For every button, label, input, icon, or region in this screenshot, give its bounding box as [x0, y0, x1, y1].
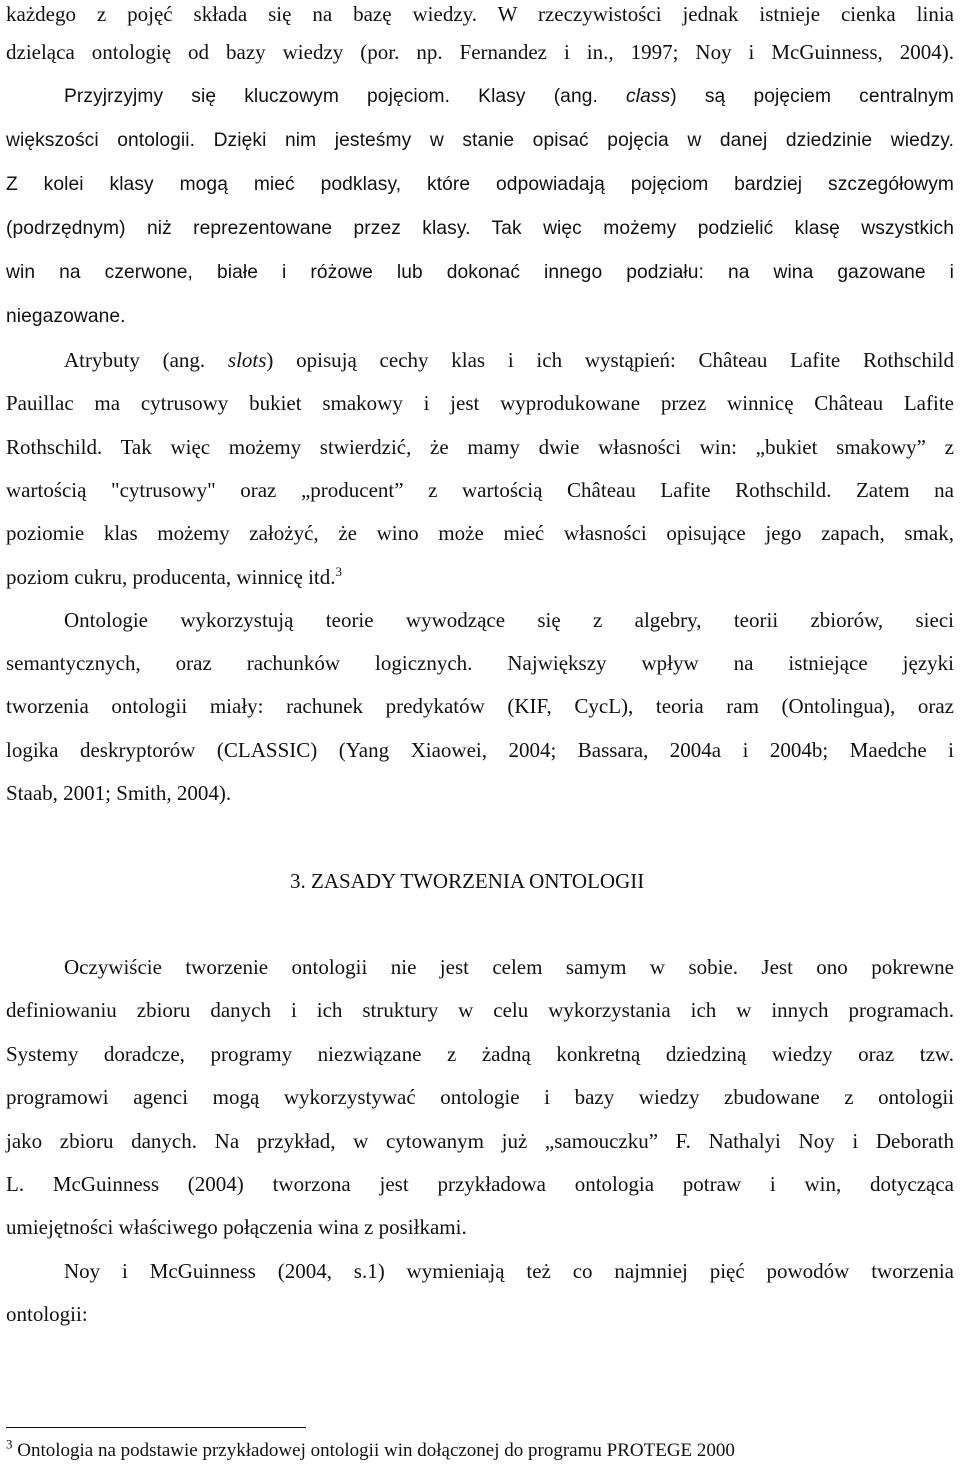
paragraph-2-line-1 [6, 83, 954, 111]
paragraph-2-line-5: win na czerwone, białe i różowe lub dokonać innego podziału: na wina gazowane i [6, 262, 954, 283]
paragraph-2-text: Przyjrzyjmy się kluczowym pojęciom. Klasy (ang. [64, 86, 627, 107]
paragraph-2-line-6: niegazowane. [6, 306, 126, 327]
paragraph-3-line-1 [6, 346, 954, 374]
paragraph-2-text: ) są pojęciem centralnym [670, 86, 954, 107]
paragraph-5-line-4: programowi agenci mogą wykorzystywać ontologie i bazy wiedzy zbudowane z ontologii [6, 1085, 954, 1109]
paragraph-5-line-2: definiowaniu zbioru danych i ich struktury w celu wykorzystania ich w innych programach. [6, 998, 954, 1022]
paragraph-2-line-4 [6, 215, 954, 243]
class-term: class [626, 86, 671, 107]
paragraph-2-line-2: większości ontologii. Dzięki nim jesteśmy w stanie opisać pojęcia w danej dziedzinie wiedzy. [6, 130, 954, 151]
paragraph-3-line-5: poziomie klas możemy założyć, że wino może mieć własności opisujące jego zapach, smak, [6, 521, 954, 545]
paragraph-6-line-2: ontologii: [6, 1302, 88, 1326]
paragraph-4-line-3: tworzenia ontologii miały: rachunek predykatów (KIF, CycL), teoria ram (Ontolingua), oraz [6, 694, 954, 718]
paragraph-2-line-4-text: (podrzędnym) niż reprezentowane przez klasy. Tak więc możemy podzielić klasę wszystkich [6, 218, 954, 239]
paragraph-5-line-3: Systemy doradcze, programy niezwiązane z żadną konkretną dziedziną wiedzy oraz tzw. [6, 1042, 954, 1066]
paragraph-5-line-1: Oczywiście tworzenie ontologii nie jest celem samym w sobie. Jest ono pokrewne [64, 955, 954, 979]
paragraph-5-line-7: umiejętności właściwego połączenia wina z posiłkami. [6, 1215, 467, 1239]
footnote [6, 1436, 735, 1463]
paragraph-3-text: Atrybuty (ang. [64, 348, 228, 372]
paragraph-3-text: poziom cukru, producenta, winnicę itd. [6, 565, 336, 589]
section-heading: 3. ZASADY TWORZENIA ONTOLOGII [290, 869, 645, 893]
paragraph-3-line-6 [6, 563, 954, 591]
footnote-text: Ontologia na podstawie przykładowej ontologii win dołączonej do programu PROTEGE 2000 [17, 1440, 735, 1461]
paragraph-4-line-5: Staab, 2001; Smith, 2004). [6, 781, 232, 805]
paragraph-4-line-1: Ontologie wykorzystują teorie wywodzące się z algebry, teorii zbiorów, sieci [64, 608, 954, 632]
paragraph-1-line-1: każdego z pojęć składa się na bazę wiedzy. W rzeczywistości jednak istnieje cienka linia [6, 2, 954, 26]
footnote-reference[interactable]: 3 [335, 564, 342, 579]
paragraph-3-text: ) opisują cechy klas i ich wystąpień: Château Lafite Rothschild [266, 348, 954, 372]
paragraph-2-line-3: Z kolei klasy mogą mieć podklasy, które odpowiadają pojęciom bardziej szczegółowym [6, 174, 954, 195]
footnote-divider [6, 1427, 306, 1428]
paragraph-4-line-2: semantycznych, oraz rachunków logicznych. Największy wpływ na istniejące języki [6, 651, 954, 675]
footnote-number: 3 [6, 1436, 13, 1452]
paragraph-5-line-6: L. McGuinness (2004) tworzona jest przykładowa ontologia potraw i win, dotycząca [6, 1172, 954, 1196]
paragraph-4-line-4: logika deskryptorów (CLASSIC) (Yang Xiaowei, 2004; Bassara, 2004a i 2004b; Maedche i [6, 738, 954, 762]
paragraph-1-line-2: dzieląca ontologię od bazy wiedzy (por. np. Fernandez i in., 1997; Noy i McGuinness, 2004). [6, 40, 954, 64]
slots-term: slots [227, 348, 267, 372]
paragraph-3-line-2: Pauillac ma cytrusowy bukiet smakowy i jest wyprodukowane przez winnicę Château Lafite [6, 391, 954, 415]
paragraph-3-line-3: Rothschild. Tak więc możemy stwierdzić, że mamy dwie własności win: „bukiet smakowy” z [6, 435, 954, 459]
paragraph-3-line-4: wartością "cytrusowy" oraz „producent” z wartością Château Lafite Rothschild. Zatem na [6, 478, 954, 502]
paragraph-6-line-1: Noy i McGuinness (2004, s.1) wymieniają też co najmniej pięć powodów tworzenia [64, 1259, 954, 1283]
paragraph-5-line-5: jako zbioru danych. Na przykład, w cytowanym już „samouczku” F. Nathalyi Noy i Deborath [6, 1129, 954, 1153]
